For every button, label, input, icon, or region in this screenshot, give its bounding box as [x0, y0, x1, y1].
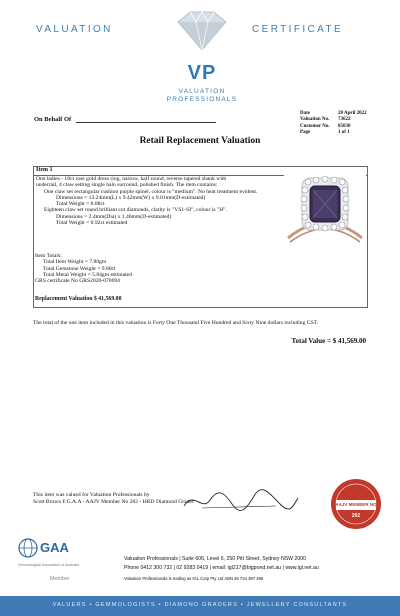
gaa-subtitle: Gemmological Association of Australia — [18, 563, 79, 567]
member-label: Member — [50, 576, 70, 582]
spinel-description: One claw set rectangular cushion purple spinel, colour is "medium". No heat treatment evident. — [44, 188, 258, 195]
date-label: Date — [300, 111, 310, 116]
valued-by — [33, 492, 194, 506]
seal-line1: AAJV MEMBER NO — [335, 502, 377, 507]
customer-no-label: Customer No. — [300, 123, 330, 129]
gaa-logo-text: GAA — [40, 540, 69, 555]
total-metal-weight: Total Metal Weight = 5.84gm estimated — [43, 271, 132, 278]
total-value: Total Value = $ 41,569.00 — [291, 337, 366, 345]
totals-heading: Item Totals: — [35, 253, 62, 259]
org-name-line2: PROFESSIONALS — [166, 96, 238, 103]
on-behalf-label: On Behalf Of — [34, 116, 72, 123]
valuation-no-label: Valuation No. — [300, 117, 330, 123]
diamond-weight: Total Weight = 0.92ct estimated — [56, 220, 128, 227]
aajv-seal-icon — [330, 478, 382, 530]
item-totals — [35, 253, 275, 284]
total-item-weight: Total Item Weight = 7.80gm — [43, 259, 107, 266]
header-right-word: CERTIFICATE — [252, 24, 344, 35]
item-heading: Item 1 — [36, 167, 53, 173]
grs-certificate: GRS certificate No GRS2020-070694 — [35, 278, 120, 285]
spinel-dimensions: Dimensions = 12.24mm(L) x 9.42mm(W) x 9.01mm(D-estimated) — [56, 194, 206, 201]
logo-letters: VP — [187, 62, 217, 84]
valued-by-line2: Scott Brown F.G.A.A - AAJV Member No 202 - HRD Diamond Grader — [33, 499, 194, 505]
address-line3: Valuation Professionals is trading as IGL Corp Pty Ltd ABN 25 734 397 496 — [124, 576, 264, 581]
valuation-no-value: 73622 — [338, 117, 351, 123]
address-line2: Phone 0412 300 732 | 02 9283 0419 | email: igl217@bigpond.net.au | www.igl.net.au — [124, 565, 319, 571]
on-behalf-line — [76, 122, 216, 123]
services-band — [0, 596, 400, 616]
meta-block — [300, 111, 367, 136]
date-value: 20 April 2022 — [338, 111, 367, 116]
document-title: Retail Replacement Valuation — [139, 136, 261, 146]
ring-photo — [284, 168, 366, 246]
valued-by-line1: This item was valued for Valuation Professionals by — [33, 492, 150, 498]
page-value: 1 of 1 — [338, 129, 350, 135]
spinel-weight: Total Weight = 8.88ct — [56, 201, 105, 208]
page-label: Page — [300, 129, 311, 135]
header-left-word: VALUATION — [36, 24, 113, 35]
item-line-1: One ladies - 18ct rose gold dress ring, narrow, half round, reverse tapered shank with — [36, 176, 227, 182]
diamond-description: Eighteen claw set round brilliant cut diamonds, clarity is "VS1-SI", colour is "H". — [44, 207, 227, 214]
customer-no-value: 85030 — [338, 123, 351, 129]
seal-line2: 202 — [351, 513, 361, 519]
diamond-dimensions: Dimensions = 2.4mm(Dia) x 1.46mm(D-estimated) — [56, 213, 172, 220]
item-description — [36, 176, 276, 226]
total-gemstone-weight: Total Gemstone Weight = 9.80ct — [43, 265, 116, 272]
replacement-valuation: Replacement Valuation $ 41,569.00 — [35, 296, 122, 302]
org-name-line1: VALUATION — [178, 88, 226, 95]
item-line-2: underrail, 4 claw setting single halo surround, polished finish. The item contains: — [36, 182, 218, 189]
signature — [180, 486, 300, 514]
services-text: VALUERS • GEMMOLOGISTS • DIAMOND GRADERS • JEWELLERY CONSULTANTS — [52, 602, 348, 608]
address-line1: Valuation Professionals | Suite 606, Level 6, 250 Pitt Street, Sydney NSW 2000 — [124, 556, 307, 562]
gaa-globe-icon — [18, 538, 38, 558]
total-sentence: The total of the one item included in this valuation is Forty One Thousand Five Hundred and Sixty Nine dollars including GST. — [33, 320, 319, 326]
